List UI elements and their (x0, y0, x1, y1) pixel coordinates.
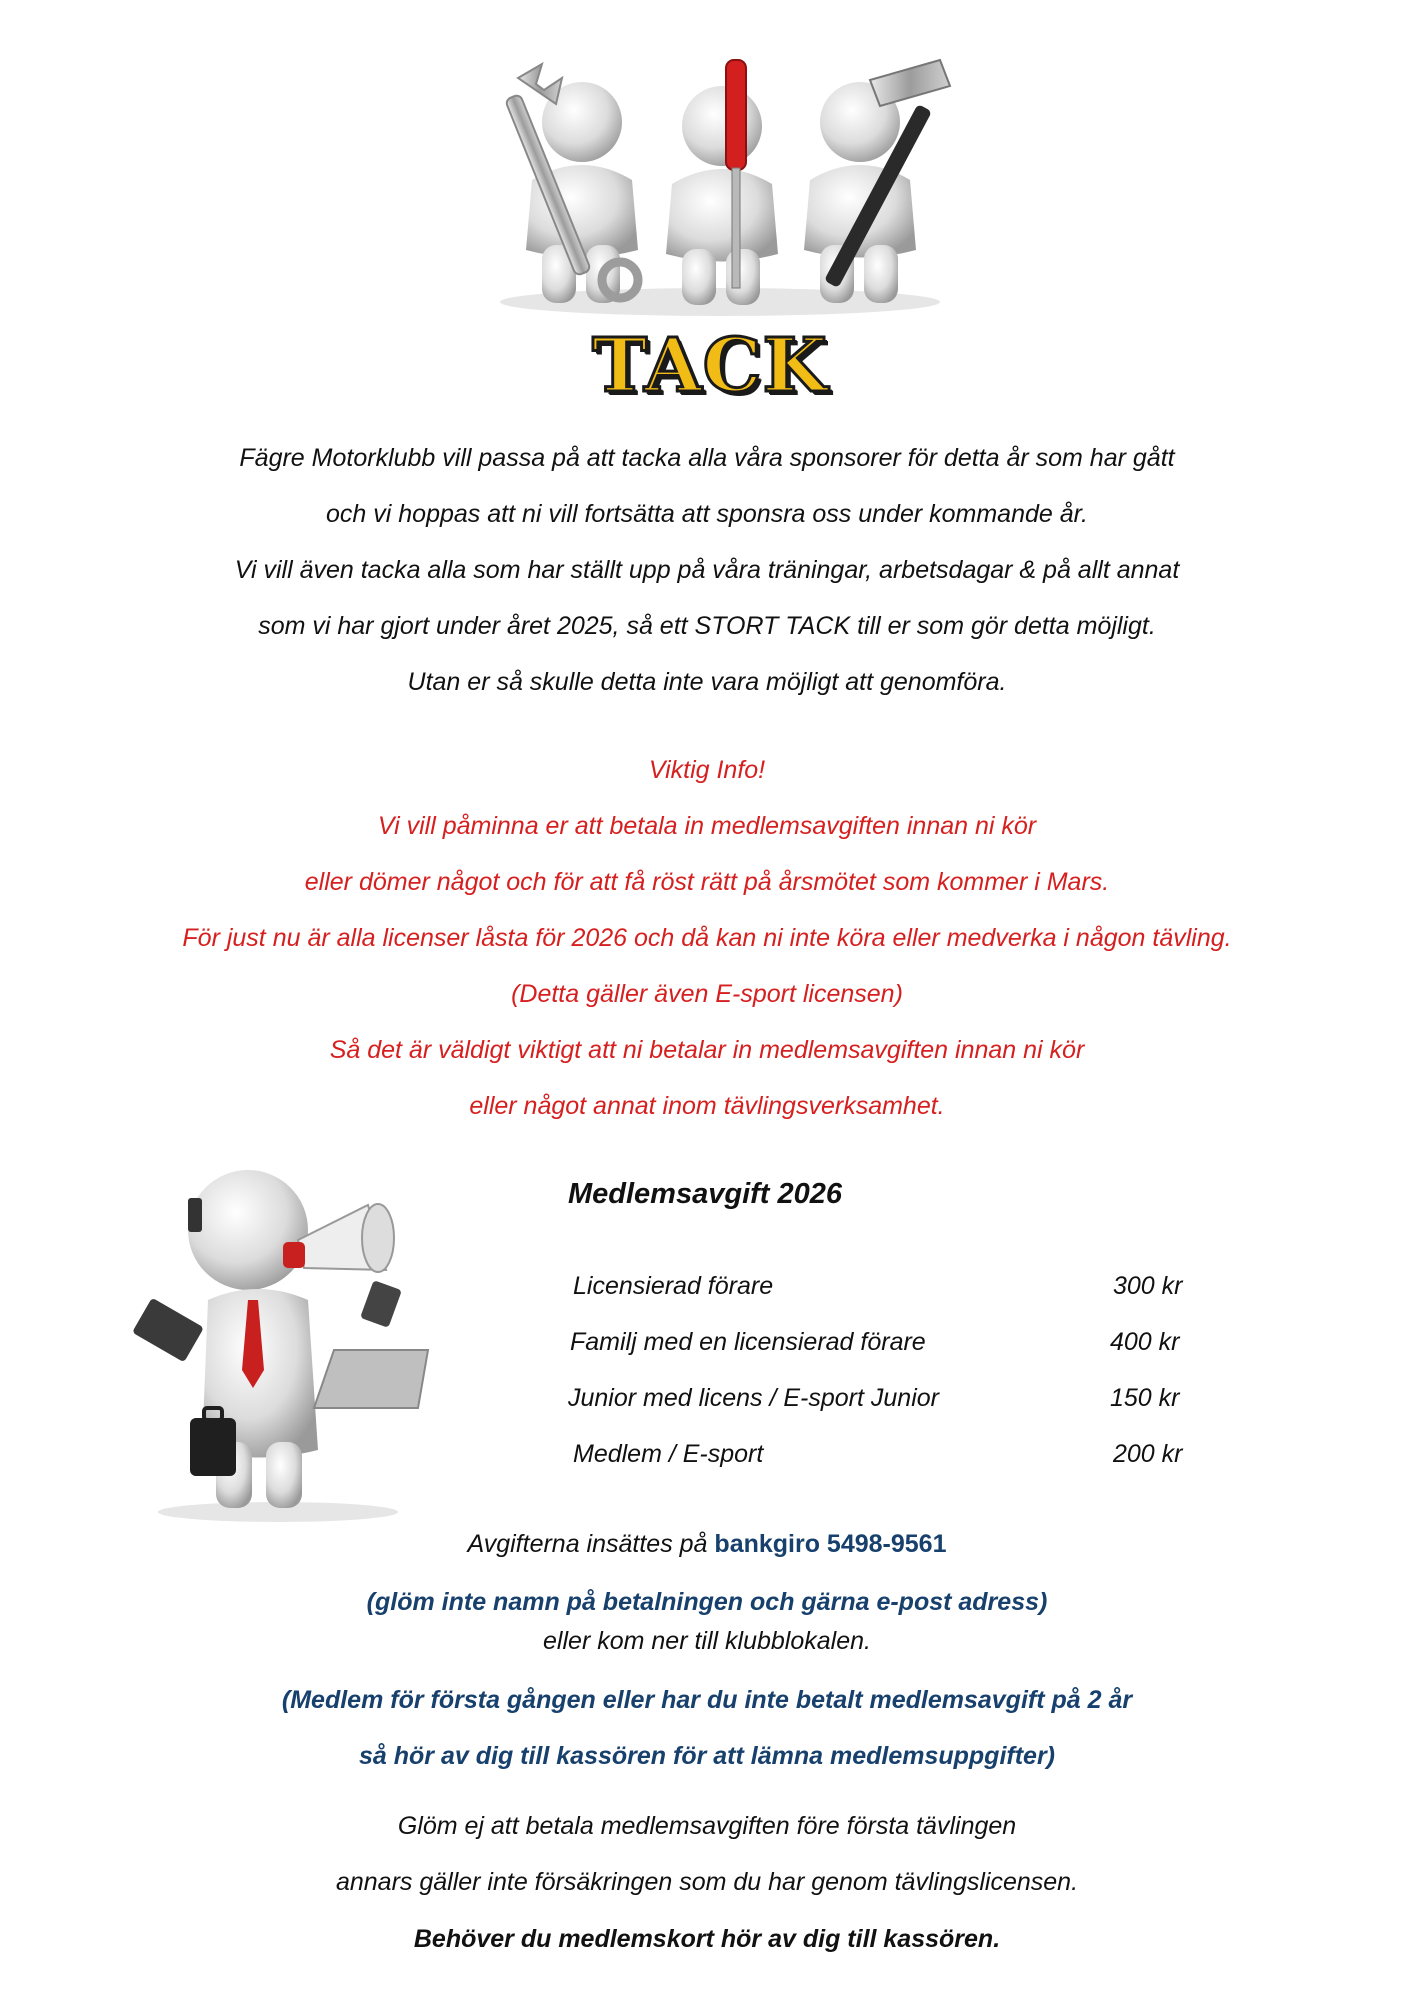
fee-label: Licensierad förare (573, 1272, 774, 1300)
thanks-line-2: och vi hoppas att ni vill fortsätta att sponsra oss under kommande år. (326, 500, 1088, 528)
thanks-line-4: som vi har gjort under året 2025, så ett STORT TACK till er som gör detta möjligt. (258, 612, 1156, 640)
fee-price: 400 kr (1110, 1328, 1180, 1356)
tack-title: TACK (592, 323, 828, 409)
three-figures-with-tools-illustration (470, 50, 970, 318)
important-line-6: eller något annat inom tävlingsverksamhet. (469, 1092, 945, 1120)
bankgiro-number: bankgiro 5498-9561 (714, 1530, 947, 1558)
important-line-3: För just nu är alla licenser låsta för 2026 och då kan ni inte köra eller medverka i någon tävling. (182, 924, 1232, 952)
fee-price: 150 kr (1110, 1384, 1180, 1412)
fee-label: Junior med licens / E-sport Junior (568, 1384, 939, 1412)
thanks-line-5: Utan er så skulle detta inte vara möjligt att genomföra. (407, 668, 1007, 696)
payment-line (0, 1530, 1414, 1559)
payment-prefix: Avgifterna insättes på (467, 1530, 715, 1558)
fee-price: 200 kr (1113, 1440, 1183, 1468)
payment-note: (glöm inte namn på betalningen och gärna e-post adress) (366, 1588, 1048, 1616)
important-line-4: (Detta gäller även E-sport licensen) (511, 980, 903, 1008)
footer-line-1: Glöm ej att betala medlemsavgiften före första tävlingen (397, 1812, 1017, 1840)
first-time-line-2: så hör av dig till kassören för att lämna medlemsuppgifter) (359, 1742, 1055, 1770)
fees-heading: Medlemsavgift 2026 (568, 1178, 843, 1210)
important-heading: Viktig Info! (648, 756, 766, 784)
payment-alt: eller kom ner till klubblokalen. (543, 1627, 871, 1655)
fee-label: Medlem / E-sport (573, 1440, 764, 1468)
important-line-1: Vi vill påminna er att betala in medlemsavgiften innan ni kör (377, 812, 1037, 840)
thanks-line-1: Fägre Motorklubb vill passa på att tacka alla våra sponsorer för detta år som har gått (239, 444, 1175, 472)
fee-price: 300 kr (1113, 1272, 1183, 1300)
footer-line-2: annars gäller inte försäkringen som du har genom tävlingslicensen. (335, 1868, 1079, 1896)
important-line-5: Så det är väldigt viktigt att ni betalar in medlemsavgiften innan ni kör (329, 1036, 1085, 1064)
important-line-2: eller dömer något och för att få röst rätt på årsmötet som kommer i Mars. (304, 868, 1110, 896)
figure-with-megaphone-illustration (128, 1150, 434, 1528)
first-time-line-1: (Medlem för första gången eller har du inte betalt medlemsavgift på 2 år (281, 1686, 1133, 1714)
fee-label: Familj med en licensierad förare (570, 1328, 926, 1356)
thanks-line-3: Vi vill även tacka alla som har ställt upp på våra träningar, arbetsdagar & på allt annat (234, 556, 1180, 584)
footer-line-3: Behöver du medlemskort hör av dig till kassören. (413, 1925, 1001, 1953)
